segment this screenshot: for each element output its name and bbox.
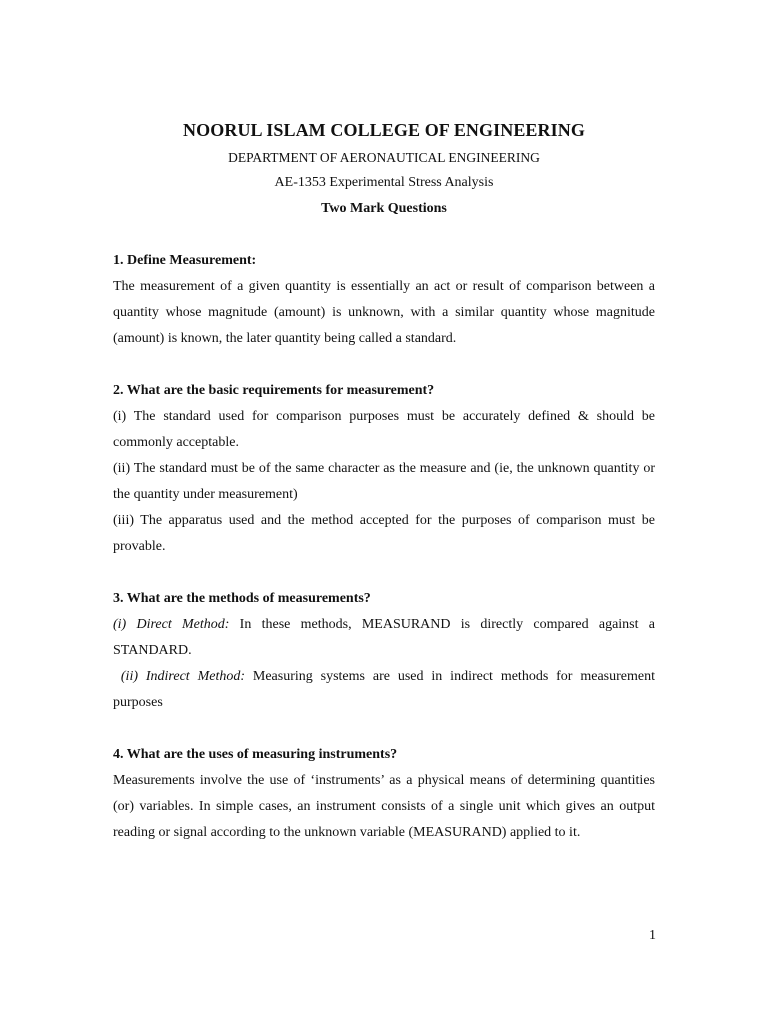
- question-2-point-1: (i) The standard used for comparison purposes must be accurately defined & should be commonly acceptable.: [113, 409, 655, 450]
- question-4-title: 4. What are the uses of measuring instruments?: [113, 747, 398, 762]
- document-type: Two Mark Questions: [321, 201, 447, 216]
- question-4-answer: Measurements involve the use of ‘instruments’ as a physical means of determining quantities (or) variables. In simple cases, an instrument consists of a single unit which gives an output reading or signal according to the unknown variable (MEASURAND) applied to it.: [113, 773, 655, 840]
- question-1-answer: The measurement of a given quantity is essentially an act or result of comparison between a quantity whose magnitude (amount) is unknown, with a similar quantity whose magnitude (amount) is known, the later quantity being called a standard.: [113, 279, 655, 346]
- question-2-title: 2. What are the basic requirements for measurement?: [113, 383, 435, 398]
- indirect-method-text: Measuring systems are used in indirect methods for measurement purposes: [113, 669, 659, 710]
- question-1-title: 1. Define Measurement:: [113, 253, 257, 268]
- department-name: DEPARTMENT OF AERONAUTICAL ENGINEERING: [228, 150, 540, 165]
- indirect-method-label: (ii) Indirect Method:: [113, 669, 245, 684]
- question-3-method-1: [113, 612, 655, 664]
- question-3-method-2: [113, 664, 659, 716]
- page-number: 1: [649, 928, 656, 943]
- direct-method-label: (i) Direct Method:: [113, 617, 230, 632]
- course-title: AE-1353 Experimental Stress Analysis: [274, 175, 494, 190]
- direct-method-text: In these methods, MEASURAND is directly compared against a STANDARD.: [113, 617, 655, 658]
- question-2-point-2: (ii) The standard must be of the same character as the measure and (ie, the unknown quantity or the quantity under measurement): [113, 461, 655, 502]
- question-3-title: 3. What are the methods of measurements?: [113, 591, 371, 606]
- question-2-point-3: (iii) The apparatus used and the method accepted for the purposes of comparison must be provable.: [113, 513, 655, 554]
- college-name: NOORUL ISLAM COLLEGE OF ENGINEERING: [183, 120, 585, 140]
